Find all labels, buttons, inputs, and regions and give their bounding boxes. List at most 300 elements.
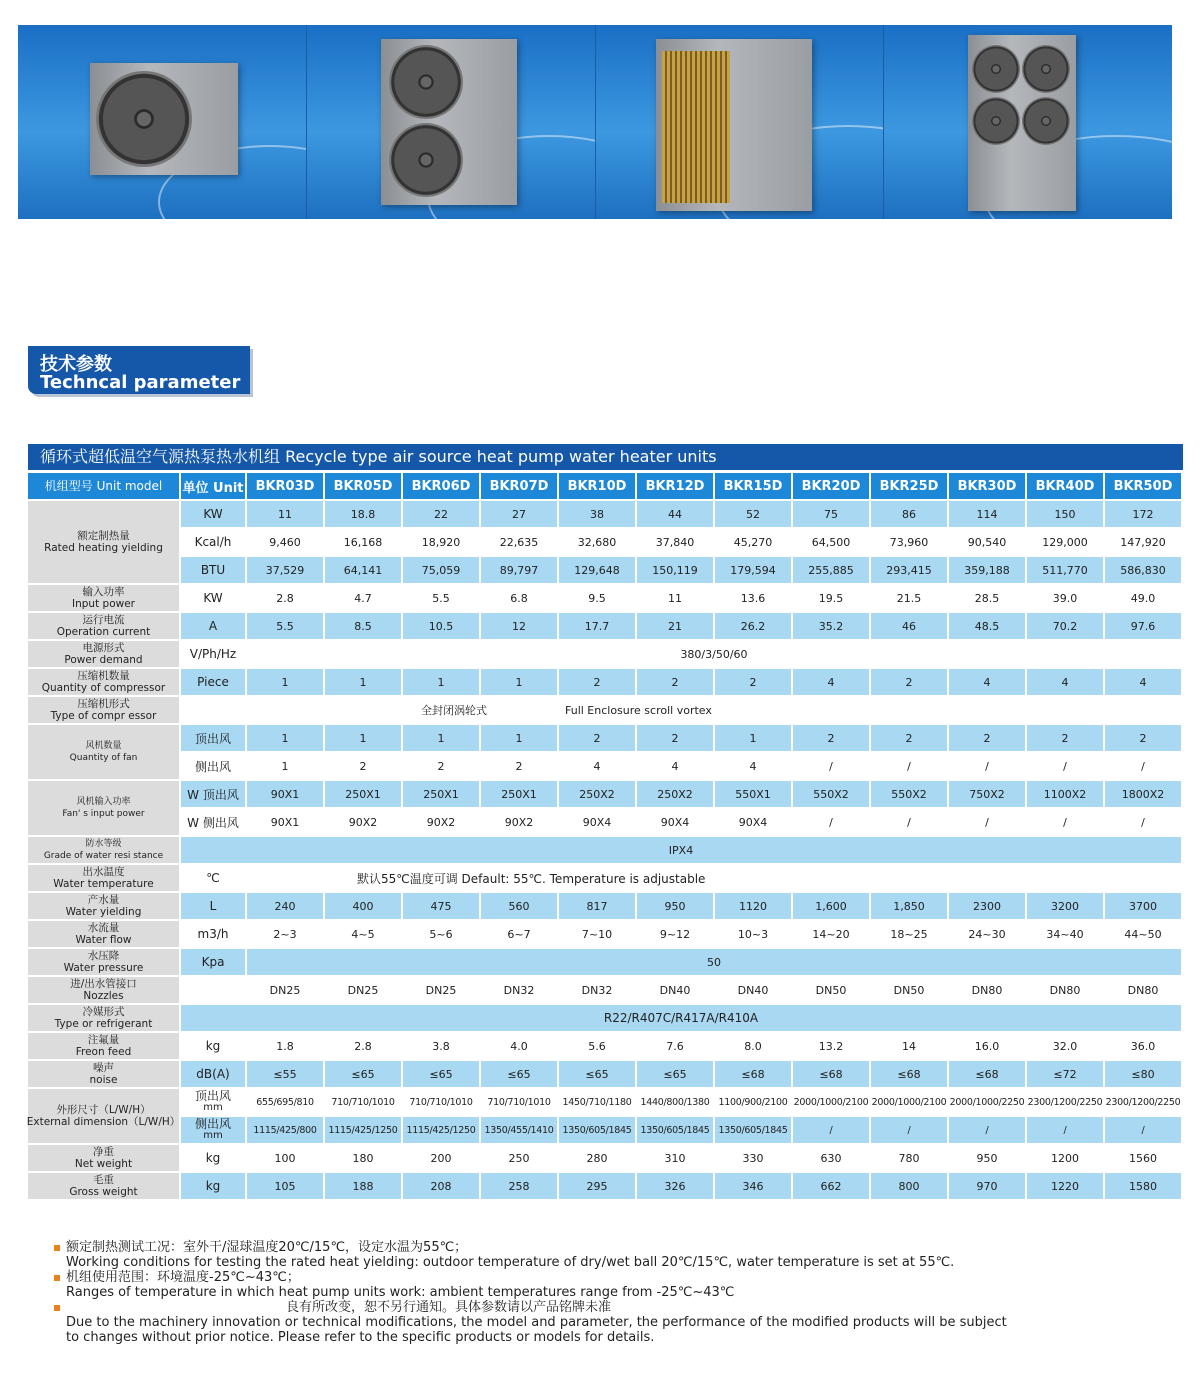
value-cell: 2.8: [325, 1033, 403, 1061]
value-cell: 258: [481, 1173, 559, 1201]
value-cell: 250X2: [559, 781, 637, 809]
value-cell: 32,680: [559, 529, 637, 557]
value-cell: 1115/425/1250: [403, 1117, 481, 1145]
value-cell: 1450/710/1180: [559, 1089, 637, 1117]
unit-cell: kg: [181, 1033, 247, 1061]
value-cell: 1115/425/800: [247, 1117, 325, 1145]
spec-table: [28, 473, 1183, 1201]
unit-cell: [181, 697, 247, 725]
value-cell: 586,830: [1105, 557, 1183, 585]
value-cell: /: [949, 753, 1027, 781]
row-label-cn: 冷媒形式: [82, 1006, 125, 1018]
value-cell: 4: [637, 753, 715, 781]
value-cell: 400: [325, 893, 403, 921]
value-cell: 5.5: [247, 613, 325, 641]
value-cell: 9.5: [559, 585, 637, 613]
table-row: [28, 585, 1183, 613]
value-cell: 9~12: [637, 921, 715, 949]
value-cell: 17.7: [559, 613, 637, 641]
value-cell: 13.2: [793, 1033, 871, 1061]
value-cell: 250X1: [325, 781, 403, 809]
value-cell: /: [793, 1117, 871, 1145]
value-cell: 44: [637, 501, 715, 529]
value-cell: 710/710/1010: [325, 1089, 403, 1117]
unit-cell: [181, 1089, 247, 1117]
row-label-cn: 水流量: [87, 922, 120, 934]
row-label-cn: 外形尺寸（L/W/H）: [56, 1104, 151, 1116]
table-row: [181, 753, 1183, 781]
row-label-cn: 防水等级: [85, 839, 122, 849]
value-cell: DN80: [1027, 977, 1105, 1005]
value-cell: /: [871, 1117, 949, 1145]
table-row: [28, 1005, 1183, 1033]
value-cell: 75,059: [403, 557, 481, 585]
note-3-en-1: Due to the machinery innovation or technical modifications, the model and parameter, the performance of the modified products will be subject: [66, 1315, 1007, 1330]
value-cell: 2~3: [247, 921, 325, 949]
row-label: [28, 641, 181, 669]
value-cell: 10~3: [715, 921, 793, 949]
value-cell: /: [1105, 1117, 1183, 1145]
value-cell: 280: [559, 1145, 637, 1173]
value-cell: 2000/1000/2100: [871, 1089, 949, 1117]
value-cell: ≤65: [637, 1061, 715, 1089]
value-cell: 1115/425/1250: [325, 1117, 403, 1145]
model-header: BKR12D: [637, 473, 715, 501]
value-cell: 950: [637, 893, 715, 921]
value-cell: 1: [403, 725, 481, 753]
row-label-en: Freon feed: [75, 1046, 132, 1058]
value-cell: 37,529: [247, 557, 325, 585]
header-unit: 单位 Unit: [181, 473, 247, 501]
value-cell: DN80: [1105, 977, 1183, 1005]
unit-cell: m3/h: [181, 921, 247, 949]
row-group: [28, 781, 1183, 837]
value-cell: 3700: [1105, 893, 1183, 921]
value-cell: 5~6: [403, 921, 481, 949]
product-image-2: [307, 25, 596, 219]
value-cell: 14: [871, 1033, 949, 1061]
value-cell: 150,119: [637, 557, 715, 585]
row-label-en: External dimension（L/W/H）: [26, 1116, 181, 1128]
value-cell: 9,460: [247, 529, 325, 557]
value-cell: 100: [247, 1145, 325, 1173]
value-cell: ≤65: [403, 1061, 481, 1089]
row-group: [28, 501, 1183, 585]
value-cell: 45,270: [715, 529, 793, 557]
value-cell: /: [1027, 1117, 1105, 1145]
value-cell: 11: [637, 585, 715, 613]
value-cell: 950: [949, 1145, 1027, 1173]
value-cell: 1: [325, 725, 403, 753]
row-label-cn: 输入功率: [82, 586, 125, 598]
value-cell: 37,840: [637, 529, 715, 557]
row-label-en: Quantity of fan: [69, 753, 138, 763]
row-label-cn: 运行电流: [82, 614, 125, 626]
unit-cell-mm: mm: [203, 1102, 223, 1113]
product-banner: [18, 25, 1172, 219]
value-cell: DN40: [637, 977, 715, 1005]
model-header: BKR07D: [481, 473, 559, 501]
value-cell: /: [1105, 753, 1183, 781]
unit-cell: V/Ph/Hz: [181, 641, 247, 669]
value-cell: 250X1: [481, 781, 559, 809]
value-cell: 18.8: [325, 501, 403, 529]
table-row: [181, 781, 1183, 809]
value-cell: 1: [481, 669, 559, 697]
value-cell: 1580: [1105, 1173, 1183, 1201]
value-cell: 250: [481, 1145, 559, 1173]
table-row: [28, 697, 1183, 725]
value-cell: DN25: [247, 977, 325, 1005]
header-label: 机组型号 Unit model: [28, 473, 181, 501]
value-cell: 208: [403, 1173, 481, 1201]
value-cell: 4: [559, 753, 637, 781]
value-cell: /: [793, 809, 871, 837]
value-cell: ≤55: [247, 1061, 325, 1089]
row-label: [28, 1061, 181, 1089]
value-cell: ≤68: [871, 1061, 949, 1089]
value-cell: 1,600: [793, 893, 871, 921]
value-cell: 2: [559, 669, 637, 697]
table-row: [28, 893, 1183, 921]
unit-cell: L: [181, 893, 247, 921]
model-header: BKR30D: [949, 473, 1027, 501]
value-cell: 8.5: [325, 613, 403, 641]
table-row: [28, 1033, 1183, 1061]
table-row: [28, 641, 1183, 669]
value-cell: 250X1: [403, 781, 481, 809]
row-label: [28, 1033, 181, 1061]
value-cell: 1350/605/1845: [637, 1117, 715, 1145]
value-cell: 22,635: [481, 529, 559, 557]
value-cell: 1350/605/1845: [559, 1117, 637, 1145]
value-cell: DN25: [403, 977, 481, 1005]
compressor-type-cn: 全封闭涡轮式: [421, 704, 487, 717]
table-row: [28, 613, 1183, 641]
value-cell: 1440/800/1380: [637, 1089, 715, 1117]
value-cell: 3.8: [403, 1033, 481, 1061]
row-label: [28, 501, 181, 585]
unit-cell-label: 顶出风: [194, 1089, 231, 1103]
value-cell: 90X2: [403, 809, 481, 837]
value-cell: 36.0: [1105, 1033, 1183, 1061]
value-cell: 1: [325, 669, 403, 697]
value-cell: 4: [1105, 669, 1183, 697]
value-cell: /: [949, 1117, 1027, 1145]
value-cell: 64,141: [325, 557, 403, 585]
value-cell: ≤68: [715, 1061, 793, 1089]
value-cell: ≤65: [559, 1061, 637, 1089]
value-cell: 11: [247, 501, 325, 529]
unit-cell: 侧出风: [181, 753, 247, 781]
value-cell: 129,648: [559, 557, 637, 585]
value-cell: 21.5: [871, 585, 949, 613]
value-cell: 2: [637, 669, 715, 697]
value-cell: 75: [793, 501, 871, 529]
row-label-cn: 风机输入功率: [76, 797, 131, 807]
value-cell: ≤68: [793, 1061, 871, 1089]
row-label: [28, 781, 181, 837]
value-cell: 24~30: [949, 921, 1027, 949]
value-cell: 4.0: [481, 1033, 559, 1061]
model-header: BKR50D: [1105, 473, 1183, 501]
table-row: [28, 837, 1183, 865]
row-label: [28, 977, 181, 1005]
value-cell: 1,850: [871, 893, 949, 921]
value-cell: 16,168: [325, 529, 403, 557]
note-1-cn: 额定制热测试工况：室外干/湿球温度20℃/15℃，设定水温为55℃；: [66, 1240, 468, 1255]
value-cell: 2: [715, 669, 793, 697]
model-header: BKR40D: [1027, 473, 1105, 501]
table-title-text: 循环式超低温空气源热泵热水机组 Recycle type air source heat pump water heater units: [40, 447, 717, 466]
value-cell: 73,960: [871, 529, 949, 557]
value-cell: 2: [325, 753, 403, 781]
row-label-cn: 注氟量: [87, 1034, 120, 1046]
value-cell: 2: [949, 725, 1027, 753]
row-label-cn: 压缩机形式: [77, 698, 130, 710]
value-cell: 1: [247, 725, 325, 753]
value-cell: DN80: [949, 977, 1027, 1005]
value-cell: 4: [1027, 669, 1105, 697]
header-row: [28, 473, 1183, 501]
table-row: [28, 669, 1183, 697]
value-cell: 2000/1000/2250: [949, 1089, 1027, 1117]
row-label-en: Water flow: [75, 934, 132, 946]
value-cell: 4.7: [325, 585, 403, 613]
row-label-en: Water pressure: [63, 962, 144, 974]
span-cell: 380/3/50/60: [247, 641, 1183, 669]
value-cell: 21: [637, 613, 715, 641]
value-cell: 817: [559, 893, 637, 921]
value-cell: 5.5: [403, 585, 481, 613]
row-label: [28, 697, 181, 725]
row-label-en: Fan' s input power: [62, 809, 145, 819]
value-cell: 1: [403, 669, 481, 697]
row-label-cn: 产水量: [87, 894, 120, 906]
value-cell: 90,540: [949, 529, 1027, 557]
fan-icon: [389, 123, 463, 197]
row-label: [28, 837, 181, 865]
value-cell: 295: [559, 1173, 637, 1201]
value-cell: 18~25: [871, 921, 949, 949]
row-label-en: Type of compr essor: [50, 710, 157, 722]
section-header: [28, 346, 250, 394]
row-label: [28, 585, 181, 613]
row-label-cn: 噪声: [93, 1062, 114, 1074]
value-cell: 90X2: [481, 809, 559, 837]
unit-cell: Piece: [181, 669, 247, 697]
span-cell: [247, 697, 1183, 725]
table-row: [181, 1089, 1183, 1117]
unit-cell: kg: [181, 1173, 247, 1201]
compressor-type-en: Full Enclosure scroll vortex: [565, 703, 712, 717]
value-cell: 27: [481, 501, 559, 529]
value-cell: 26.2: [715, 613, 793, 641]
value-cell: 35.2: [793, 613, 871, 641]
value-cell: 200: [403, 1145, 481, 1173]
value-cell: 655/695/810: [247, 1089, 325, 1117]
value-cell: 4~5: [325, 921, 403, 949]
value-cell: 44~50: [1105, 921, 1183, 949]
row-label-en: Grade of water resi stance: [43, 851, 164, 861]
value-cell: 330: [715, 1145, 793, 1173]
row-label: [28, 725, 181, 781]
value-cell: 2.8: [247, 585, 325, 613]
product-image-4: [884, 25, 1172, 219]
unit-cell: dB(A): [181, 1061, 247, 1089]
value-cell: 780: [871, 1145, 949, 1173]
value-cell: 7~10: [559, 921, 637, 949]
row-group-body: [181, 781, 1183, 837]
row-label-en: Input power: [72, 598, 135, 610]
value-cell: /: [793, 753, 871, 781]
value-cell: DN40: [715, 977, 793, 1005]
value-cell: 52: [715, 501, 793, 529]
value-cell: 750X2: [949, 781, 1027, 809]
unit-cell-label: 侧出风: [194, 1117, 231, 1131]
model-header: BKR05D: [325, 473, 403, 501]
model-header: BKR10D: [559, 473, 637, 501]
value-cell: /: [1027, 753, 1105, 781]
row-group-body: [181, 501, 1183, 585]
table-row: [28, 1173, 1183, 1201]
value-cell: 90X4: [559, 809, 637, 837]
note-1-en: Working conditions for testing the rated heat yielding: outdoor temperature of dry/wet ball 20℃/15℃, water temperature is set at 55℃.: [66, 1255, 955, 1270]
unit-cell: ℃: [181, 865, 247, 893]
value-cell: 255,885: [793, 557, 871, 585]
value-cell: 90X2: [325, 809, 403, 837]
value-cell: 326: [637, 1173, 715, 1201]
row-group-body: [181, 1089, 1183, 1145]
value-cell: 2000/1000/2100: [793, 1089, 871, 1117]
value-cell: 1120: [715, 893, 793, 921]
value-cell: 710/710/1010: [481, 1089, 559, 1117]
row-group: [28, 1089, 1183, 1145]
value-cell: 38: [559, 501, 637, 529]
row-label: [28, 1145, 181, 1173]
unit-cell: kg: [181, 1145, 247, 1173]
value-cell: 2: [481, 753, 559, 781]
row-label-en: Gross weight: [69, 1186, 138, 1198]
value-cell: 49.0: [1105, 585, 1183, 613]
bullet-icon: [54, 1275, 60, 1281]
table-row: [28, 949, 1183, 977]
row-label-cn: 电源形式: [82, 642, 125, 654]
row-label-cn: 毛重: [93, 1174, 114, 1186]
value-cell: 7.6: [637, 1033, 715, 1061]
value-cell: 550X2: [871, 781, 949, 809]
row-label-cn: 风机数量: [85, 741, 122, 751]
value-cell: 475: [403, 893, 481, 921]
value-cell: 4: [715, 753, 793, 781]
value-cell: 2: [1027, 725, 1105, 753]
value-cell: /: [949, 809, 1027, 837]
value-cell: ≤72: [1027, 1061, 1105, 1089]
row-label-en: Operation current: [56, 626, 151, 638]
row-label-en: Water temperature: [53, 878, 154, 890]
fan-icon: [972, 45, 1020, 93]
value-cell: 1800X2: [1105, 781, 1183, 809]
product-image-3: [596, 25, 885, 219]
row-group-body: [181, 725, 1183, 781]
value-cell: 97.6: [1105, 613, 1183, 641]
unit-cell: KW: [181, 501, 247, 529]
table-row: [28, 865, 1183, 893]
value-cell: 4: [793, 669, 871, 697]
span-cell: 50: [247, 949, 1183, 977]
value-cell: 1350/605/1845: [715, 1117, 793, 1145]
value-cell: 8.0: [715, 1033, 793, 1061]
row-label: [28, 865, 181, 893]
value-cell: 13.6: [715, 585, 793, 613]
value-cell: 179,594: [715, 557, 793, 585]
table-row: [28, 1061, 1183, 1089]
fan-icon: [972, 97, 1020, 145]
row-label-en: Net weight: [74, 1158, 133, 1170]
unit-cell: [181, 977, 247, 1005]
unit-cell: Kpa: [181, 949, 247, 977]
value-cell: 550X2: [793, 781, 871, 809]
table-row: [181, 1117, 1183, 1145]
value-cell: 2: [871, 725, 949, 753]
value-cell: 22: [403, 501, 481, 529]
value-cell: 34~40: [1027, 921, 1105, 949]
value-cell: /: [871, 809, 949, 837]
table-row: [181, 557, 1183, 585]
value-cell: 1350/455/1410: [481, 1117, 559, 1145]
value-cell: 1100/900/2100: [715, 1089, 793, 1117]
value-cell: 188: [325, 1173, 403, 1201]
value-cell: 1: [481, 725, 559, 753]
value-cell: 550X1: [715, 781, 793, 809]
unit-cell: W 顶出风: [181, 781, 247, 809]
value-cell: 1: [715, 725, 793, 753]
value-cell: 2300: [949, 893, 1027, 921]
value-cell: 46: [871, 613, 949, 641]
row-label: [28, 893, 181, 921]
note-3-en-2: to changes without prior notice. Please refer to the specific products or models for details.: [66, 1330, 655, 1345]
value-cell: 90X4: [715, 809, 793, 837]
value-cell: 6.8: [481, 585, 559, 613]
value-cell: 28.5: [949, 585, 1027, 613]
value-cell: 3200: [1027, 893, 1105, 921]
value-cell: 19.5: [793, 585, 871, 613]
value-cell: ≤65: [481, 1061, 559, 1089]
unit-cell: W 侧出风: [181, 809, 247, 837]
bullet-icon: [54, 1245, 60, 1251]
model-header: BKR15D: [715, 473, 793, 501]
table-row: [28, 921, 1183, 949]
row-label: [28, 921, 181, 949]
value-cell: 970: [949, 1173, 1027, 1201]
unit-cell-mm: mm: [203, 1130, 223, 1141]
value-cell: 1.8: [247, 1033, 325, 1061]
value-cell: ≤68: [949, 1061, 1027, 1089]
value-cell: DN50: [871, 977, 949, 1005]
value-cell: 2300/1200/2250: [1027, 1089, 1105, 1117]
unit-cell: KW: [181, 585, 247, 613]
value-cell: 2: [793, 725, 871, 753]
value-cell: DN25: [325, 977, 403, 1005]
value-cell: 1: [247, 753, 325, 781]
model-header: BKR25D: [871, 473, 949, 501]
value-cell: 90X1: [247, 809, 325, 837]
value-cell: 662: [793, 1173, 871, 1201]
fan-icon: [1022, 97, 1070, 145]
value-cell: /: [1105, 809, 1183, 837]
row-label-en: noise: [89, 1074, 118, 1086]
value-cell: /: [1027, 809, 1105, 837]
